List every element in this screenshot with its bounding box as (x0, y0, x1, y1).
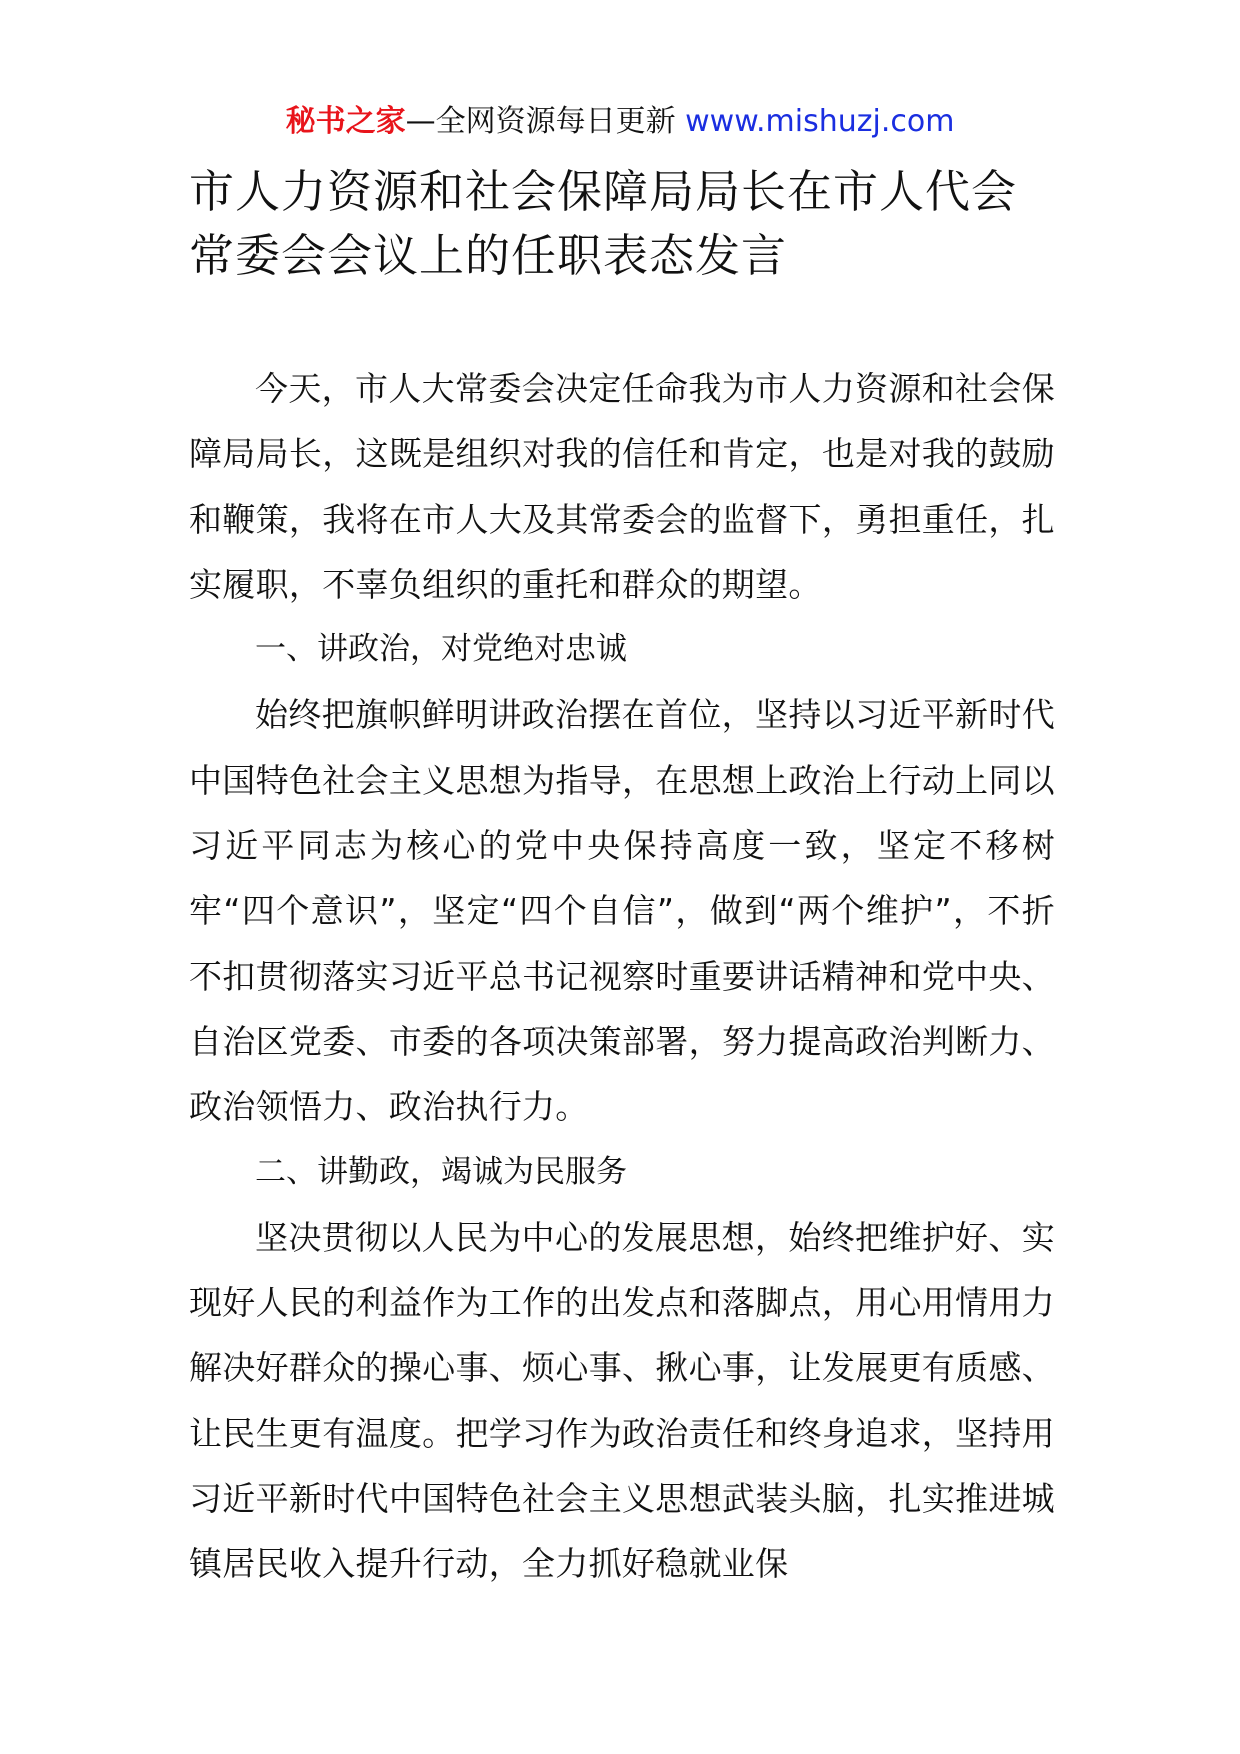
section-2-paragraph: 坚决贯彻以人民为中心的发展思想，始终把维护好、实现好人民的利益作为工作的出发点和落脚点，用心用情用力解决好群众的操心事、烦心事、揪心事，让发展更有质感、让民生更有温度。把学习作为政治责任和终身追求，坚持用习近平新时代中国特色社会主义思想武装头脑，扎实推进城镇居民收入提升行动，全力抓好稳就业保 (189, 1217, 1055, 1584)
site-url: www.mishuzj.com (685, 104, 955, 139)
section-1-heading: 一、讲政治，对党绝对忠诚 (255, 631, 627, 668)
site-header (0, 100, 1240, 144)
document-title: 市人力资源和社会保障局局长在市人代会常委会会议上的任职表态发言 (189, 165, 1018, 282)
intro-paragraph: 今天，市人大常委会决定任命我为市人力资源和社会保障局局长，这既是组织对我的信任和肯定，也是对我的鼓励和鞭策，我将在市人大及其常委会的监督下，勇担重任，扎实履职，不辜负组织的重托和群众的期望。 (189, 369, 1055, 604)
section-2-heading: 二、讲勤政，竭诚为民服务 (255, 1153, 627, 1190)
section-1-paragraph: 始终把旗帜鲜明讲政治摆在首位，坚持以习近平新时代中国特色社会主义思想为指导，在思想上政治上行动上同以习近平同志为核心的党中央保持高度一致，坚定不移树牢“四个意识”，坚定“四个自信”，做到“两个维护”，不折不扣贯彻落实习近平总书记视察时重要讲话精神和党中央、自治区党委、市委的各项决策部署，努力提高政治判断力、政治领悟力、政治执行力。 (189, 695, 1055, 1127)
header-tagline: —全网资源每日更新 (405, 104, 686, 139)
document-body (189, 356, 1055, 1597)
brand-name: 秘书之家 (285, 104, 406, 139)
